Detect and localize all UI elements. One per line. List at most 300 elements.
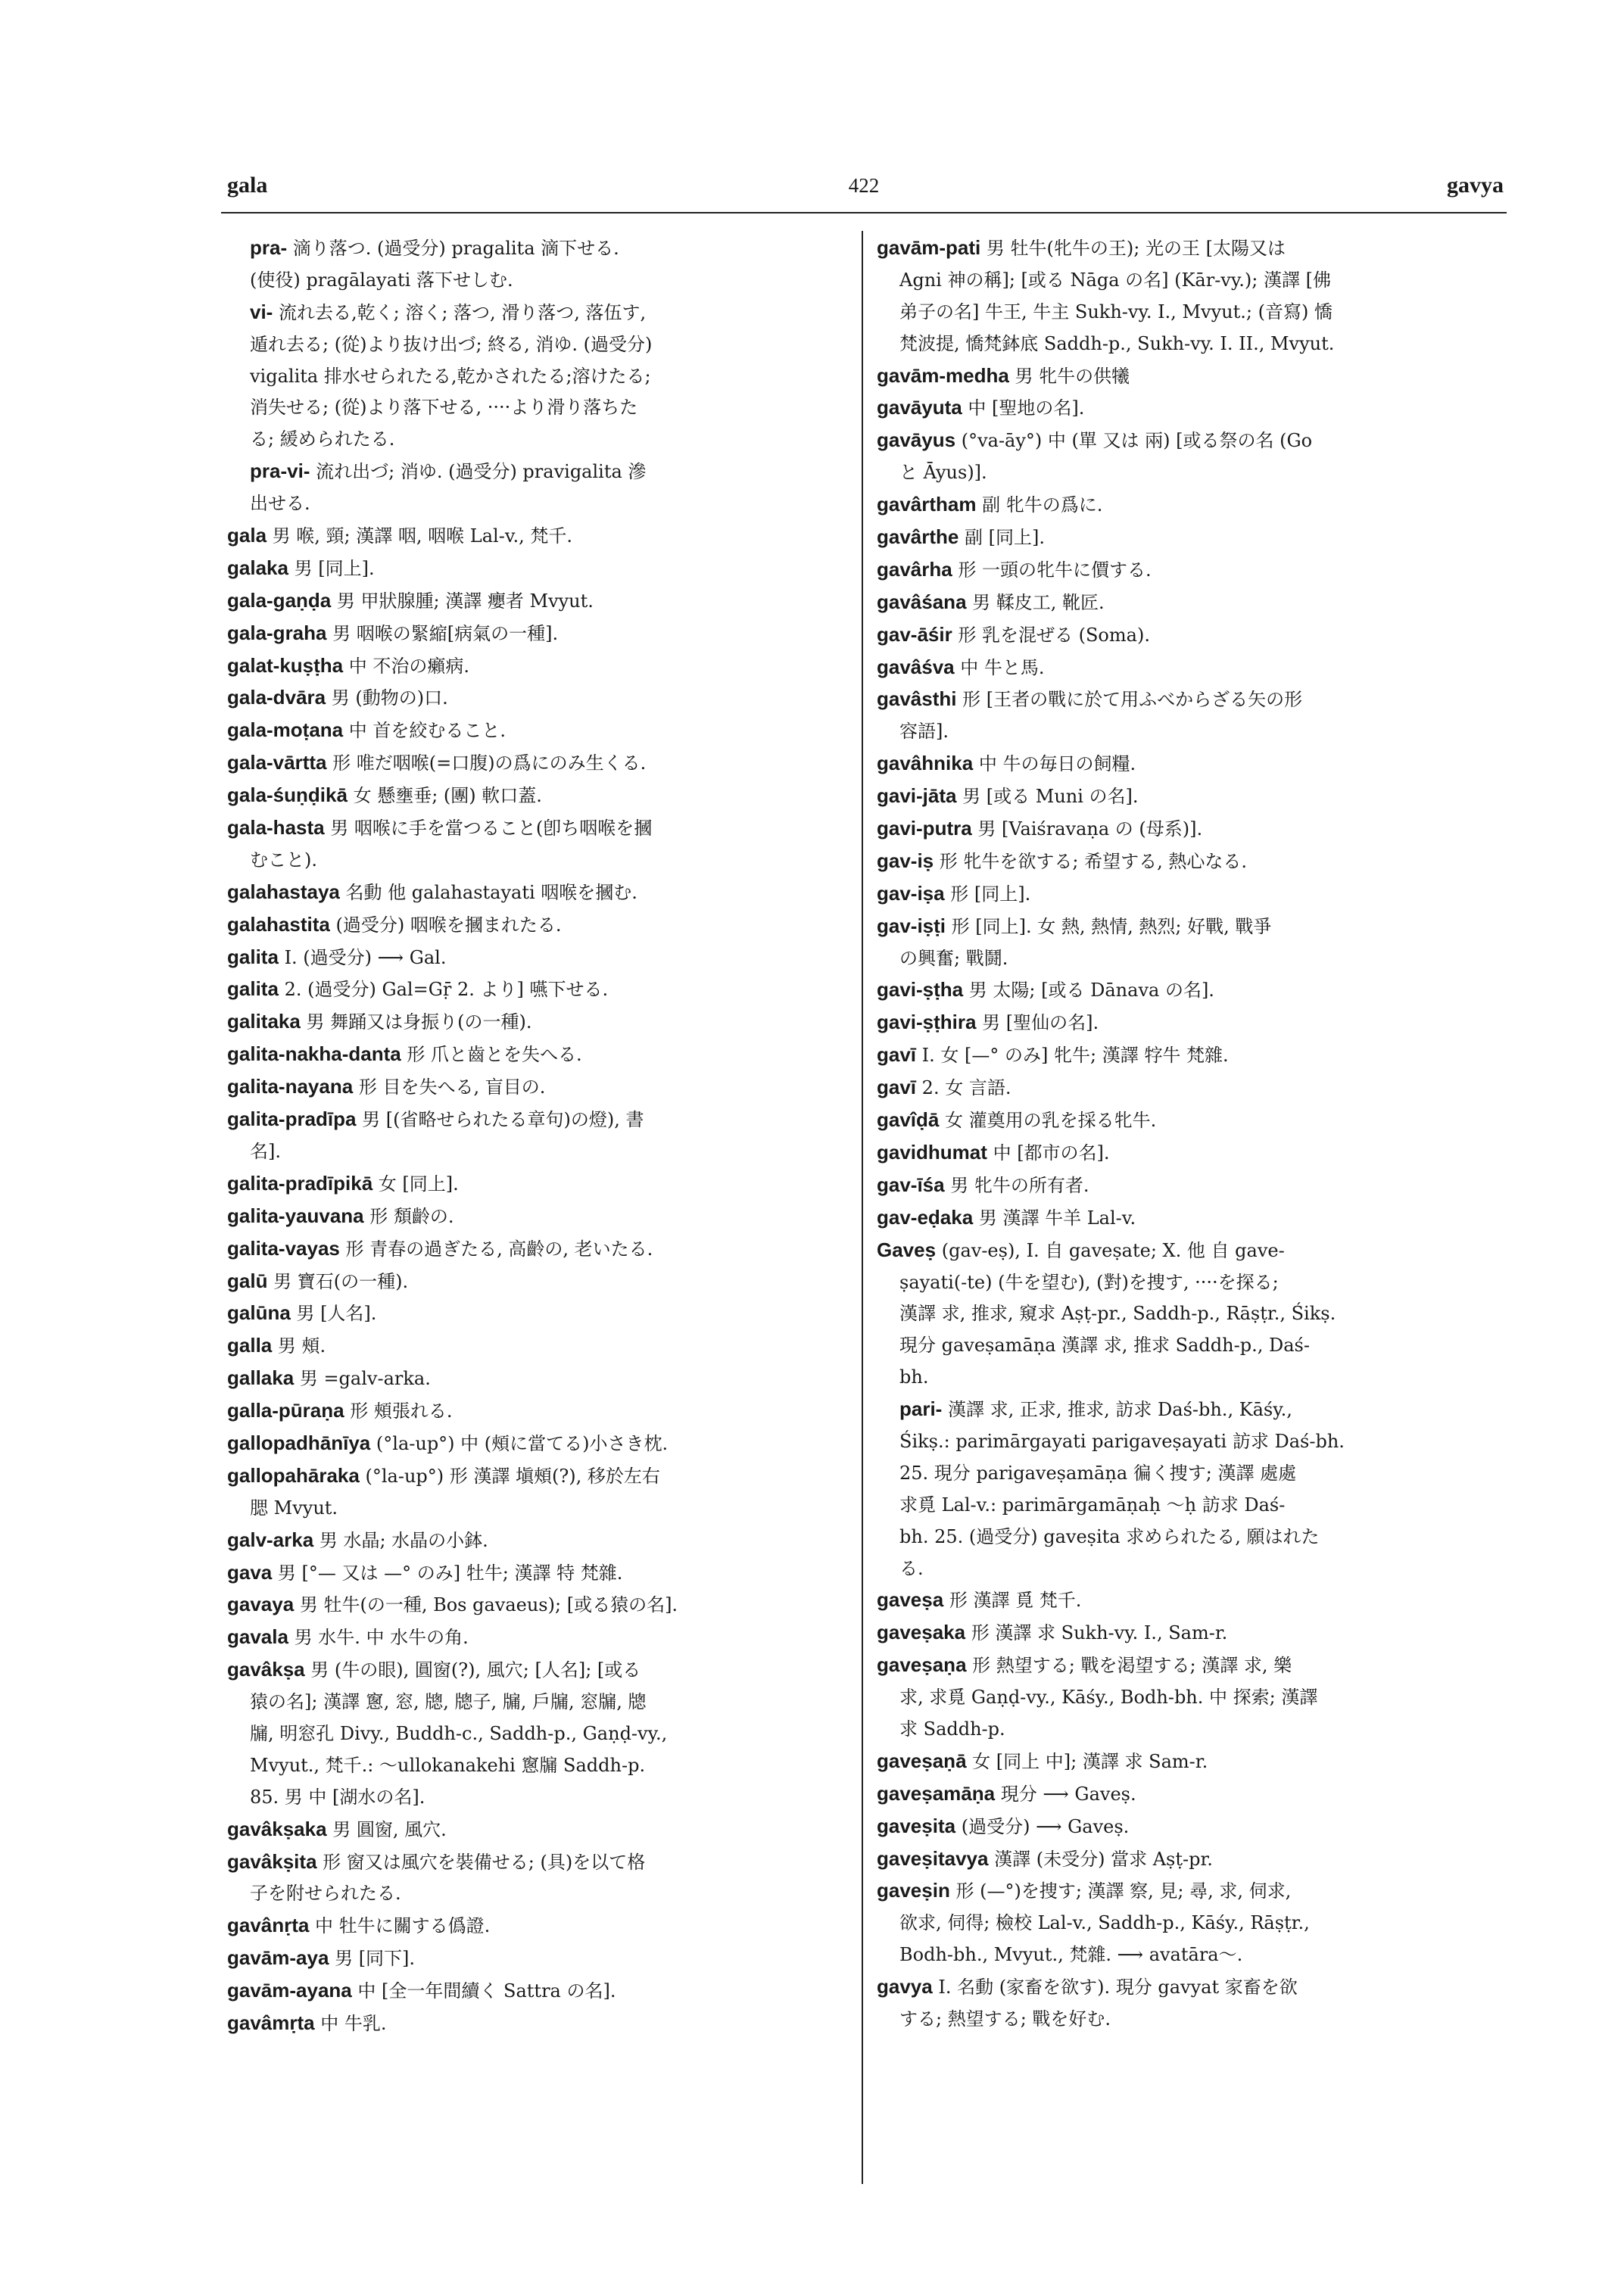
dictionary-entry-line — [877, 946, 1499, 973]
dictionary-entry-line — [227, 1235, 848, 1263]
dictionary-entry-line — [877, 394, 1499, 422]
dictionary-entry-line — [227, 267, 848, 294]
dictionary-entry-line — [877, 556, 1499, 584]
definition: 男 [或る Muni の名]. — [962, 786, 1139, 808]
headword: gavām-aya — [227, 1946, 329, 1970]
headword: gavâkṣita — [227, 1849, 317, 1873]
definition: 男 牝牛の供犧 — [1015, 365, 1130, 387]
definition: 漢譯 (未受分) 當求 Aṣṭ-pr. — [994, 1848, 1213, 1870]
headword: galla — [227, 1334, 273, 1357]
definition: 中 [聖地の名]. — [968, 397, 1085, 419]
header-right-guideword: gavya — [1447, 173, 1504, 198]
dictionary-entry-line — [877, 718, 1499, 746]
page-number: 422 — [848, 174, 880, 197]
dictionary-entry-line — [877, 1332, 1499, 1360]
dictionary-entry-line — [877, 1204, 1499, 1232]
definition: vigalita 排水せられたる,乾かされたる;溶けたる; — [250, 365, 651, 387]
definition: 男 [聖仙の名]. — [982, 1012, 1099, 1034]
headword: gav-eḍaka — [877, 1205, 974, 1229]
right-entry-list — [877, 235, 1499, 2033]
definition: 男 [人名]. — [296, 1303, 377, 1325]
definition: 欲求, 伺得; 檢校 Lal-v., Saddh-p., Kāśy., Rāṣṭr., — [899, 1912, 1310, 1934]
dictionary-entry-line — [877, 1846, 1499, 1874]
definition: 形 一頭の牝牛に價する. — [958, 559, 1152, 581]
definition: の興奮; 戰鬪. — [899, 947, 1008, 969]
dictionary-entry-line — [877, 363, 1499, 391]
headword: gava — [227, 1560, 273, 1584]
definition: 男 水牛. 中 水牛の角. — [294, 1627, 469, 1649]
definition: 25. 現分 parigaveṣamāṇa 徧く捜す; 漢譯 處處 — [899, 1462, 1297, 1484]
dictionary-entry-line — [877, 267, 1499, 294]
definition: 男 (牛の眼), 圓窗(?), 風穴; [人名]; [或る — [310, 1659, 641, 1681]
dictionary-entry-line — [877, 1974, 1499, 2002]
dictionary-entry-line — [227, 2010, 848, 2038]
definition: (過受分) 咽喉を摑まれたる. — [335, 914, 562, 936]
dictionary-entry-line — [877, 1237, 1499, 1265]
headword: gala-gaṇḍa — [227, 588, 332, 612]
definition: (過受分) ⟶ Gaveṣ. — [961, 1815, 1130, 1837]
dictionary-entry-line — [877, 1684, 1499, 1712]
definition: (°la-up°) 中 (頰に當てる)小さき枕. — [376, 1432, 669, 1454]
definition: 名]. — [250, 1140, 281, 1162]
headword: gallaka — [227, 1366, 295, 1390]
dictionary-entry-line — [227, 1977, 848, 2005]
dictionary-entry-line — [227, 1752, 848, 1780]
definition: と Āyus)]. — [899, 462, 987, 484]
definition: I. (過受分) ⟶ Gal. — [284, 946, 447, 968]
dictionary-entry-line — [227, 332, 848, 359]
definition: 弟子の名] 牛王, 牛主 Sukh-vy. I., Mvyut.; (音寫) 憍 — [899, 301, 1333, 322]
headword: gavala — [227, 1625, 288, 1649]
dictionary-entry-line — [227, 782, 848, 810]
headword: gaveṣamāṇa — [877, 1781, 996, 1805]
definition: 男 牝牛の所有者. — [950, 1174, 1089, 1196]
definition: 流れ出づ; 消ゆ. (過受分) pravigalita 滲 — [316, 461, 647, 483]
definition: 形 漢譯 覓 梵千. — [949, 1590, 1082, 1612]
definition: Śikṣ.: parimārgayati parigaveṣayati 訪求 Daś-bh. — [899, 1430, 1345, 1452]
headword: galita-vayas — [227, 1236, 340, 1260]
definition: 流れ去る,乾く; 溶く; 落つ, 滑り落つ, 落伍す, — [278, 301, 647, 323]
headword: gavām-pati — [877, 236, 981, 259]
definition: 形 目を失へる, 盲目の. — [358, 1076, 546, 1098]
headword: gala-moṭana — [227, 718, 344, 742]
dictionary-entry-line — [227, 1624, 848, 1652]
dictionary-entry-line — [877, 1781, 1499, 1809]
dictionary-entry-line — [877, 815, 1499, 843]
headword: gala-vārtta — [227, 751, 327, 774]
headword: galaka — [227, 556, 288, 579]
dictionary-entry-line — [877, 1107, 1499, 1135]
definition: 遁れ去る; (從)より抜け出づ; 終る, 消ゆ. (過受分) — [250, 333, 653, 355]
dictionary-entry-line — [227, 1106, 848, 1134]
dictionary-entry-line — [227, 815, 848, 843]
dictionary-entry-line — [877, 1009, 1499, 1037]
dictionary-entry-line — [877, 1074, 1499, 1102]
dictionary-entry-line — [877, 654, 1499, 682]
definition: 女 灌奠用の乳を採る牝牛. — [945, 1110, 1157, 1132]
definition: 現分 gaveṣamāṇa 漢譯 求, 推求 Saddh-p., Daś- — [899, 1335, 1310, 1357]
dictionary-entry-line — [877, 2006, 1499, 2033]
definition: 形 漢譯 求 Sukh-vy. I., Sam-r. — [971, 1622, 1228, 1644]
definition: 形 熱望する; 戰を渇望する; 漢譯 求, 樂 — [972, 1655, 1292, 1677]
headword: gaveṣaṇā — [877, 1749, 967, 1772]
right-column — [877, 235, 1499, 2038]
headword: gaveṣin — [877, 1879, 950, 1902]
headword: gavâkṣaka — [227, 1817, 327, 1840]
definition: 男 圓窗, 風穴. — [332, 1818, 447, 1840]
headword: gavâmṛta — [227, 2011, 315, 2034]
definition: 男 [同下]. — [335, 1948, 416, 1970]
dictionary-entry-line — [227, 1880, 848, 1908]
headword: gavîḍā — [877, 1108, 940, 1132]
dictionary-entry-line — [227, 1332, 848, 1360]
header-rule — [221, 212, 1507, 213]
headword: gav-iṣa — [877, 881, 945, 905]
definition: 形 (—°)を捜す; 漢譯 察, 見; 尋, 求, 伺求, — [955, 1880, 1292, 1902]
definition: むこと). — [250, 849, 317, 871]
dictionary-entry-line — [227, 847, 848, 874]
dictionary-entry-line — [227, 653, 848, 681]
headword: gala-hasta — [227, 816, 325, 840]
headword: galita-nayana — [227, 1075, 354, 1098]
dictionary-entry-line — [227, 426, 848, 453]
definition: 中 牛乳. — [320, 2012, 387, 2034]
headword: galitaka — [227, 1010, 301, 1033]
dictionary-entry-line — [877, 1910, 1499, 1937]
definition: 2. 女 言語. — [921, 1077, 1011, 1099]
dictionary-entry-line — [227, 587, 848, 615]
headword: galūna — [227, 1301, 291, 1325]
headword: gavi-putra — [877, 817, 972, 840]
definition: 男 牡牛(の一種, Bos gavaeus); [或る猿の名]. — [299, 1594, 678, 1616]
headword: galat-kuṣṭha — [227, 653, 344, 677]
headword: galahastita — [227, 912, 330, 936]
definition: 女 [同上]. — [378, 1173, 459, 1195]
definition: (使役) pragālayati 落下せしむ. — [250, 269, 513, 291]
definition: 容語]. — [899, 721, 949, 743]
definition: 男 寶石(の一種). — [273, 1270, 409, 1292]
definition: 中 牡牛に關する僞證. — [315, 1915, 491, 1937]
definition: (gav-eṣ), I. 自 gaveṣate; X. 他 自 gave- — [941, 1239, 1285, 1261]
headword: gala-dvāra — [227, 686, 326, 709]
left-entry-list — [227, 235, 848, 2037]
dictionary-entry-line — [227, 1300, 848, 1328]
definition: 形 乳を混ぜる (Soma). — [958, 624, 1150, 646]
definition: 男 咽喉の緊縮[病氣の一種]. — [332, 622, 559, 644]
definition: 形 唯だ咽喉(=口腹)の爲にのみ生くる. — [332, 752, 647, 774]
headword: gaveṣitavya — [877, 1846, 989, 1870]
dictionary-entry-line — [877, 1942, 1499, 1969]
headword: gavâśva — [877, 655, 955, 678]
dictionary-entry-line — [877, 783, 1499, 811]
definition: る. — [899, 1557, 924, 1579]
dictionary-entry-line — [227, 491, 848, 518]
headword: gavām-ayana — [227, 1979, 352, 2002]
dictionary-entry-line — [877, 750, 1499, 778]
dictionary-entry-line — [227, 1495, 848, 1522]
dictionary-entry-line — [227, 1203, 848, 1231]
headword: gavâsthi — [877, 687, 957, 711]
headword: gavī — [877, 1076, 917, 1099]
dictionary-entry-line — [227, 1912, 848, 1940]
definition: 形 牝牛を欲する; 希望する, 熱心なる. — [939, 850, 1248, 872]
headword: gallopahāraka — [227, 1463, 360, 1487]
definition: 男 [Vaiśravaṇa の (母系)]. — [977, 818, 1203, 840]
headword: galita — [227, 945, 279, 968]
headword: gavāyus — [877, 428, 956, 452]
headword: gaveṣa — [877, 1588, 944, 1612]
definition: 漢譯 求, 推求, 窺求 Aṣṭ-pr., Saddh-p., Rāṣṭr., Śikṣ. — [899, 1303, 1336, 1325]
definition: 形 [王者の戰に於て用ふべからざる矢の形 — [962, 689, 1303, 711]
dictionary-entry-line — [877, 1652, 1499, 1680]
dictionary-entry-line — [877, 491, 1499, 519]
dictionary-entry-line — [877, 686, 1499, 714]
definition: 中 不治の癩病. — [348, 655, 470, 677]
definition: 中 [全一年間續く Sattra の名]. — [357, 1980, 616, 2002]
dictionary-entry-line — [227, 717, 848, 745]
definition: 中 牛と馬. — [960, 656, 1045, 678]
dictionary-entry-line — [877, 1270, 1499, 1297]
headword: galita-yauvana — [227, 1204, 364, 1227]
dictionary-entry-line — [877, 977, 1499, 1005]
dictionary-entry-line — [877, 1619, 1499, 1647]
left-column — [227, 235, 848, 2042]
definition: 求, 求覓 Gaṇḍ-vy., Kāśy., Bodh-bh. 中 探索; 漢譯 — [899, 1687, 1318, 1709]
definition: 現分 ⟶ Gaveṣ. — [1000, 1783, 1136, 1805]
definition: 男 喉, 頸; 漢譯 咽, 咽喉 Lal-v., 梵千. — [272, 525, 573, 547]
headword: gavaya — [227, 1593, 295, 1616]
dictionary-entry-line — [227, 1849, 848, 1877]
dictionary-entry-line — [877, 1460, 1499, 1488]
dictionary-entry-line — [877, 235, 1499, 263]
headword: Gaveṣ — [877, 1238, 937, 1261]
definition: Agni 神の稱]; [或る Nāga の名] (Kār-vy.); 漢譯 [佛 — [899, 269, 1331, 291]
dictionary-entry-line — [227, 944, 848, 972]
definition: 副 [同上]. — [965, 527, 1046, 549]
definition: る; 緩められたる. — [250, 428, 395, 450]
definition: 中 牛の毎日の飼糧. — [978, 753, 1136, 775]
dictionary-entry-line — [877, 589, 1499, 617]
dictionary-entry-line — [877, 1042, 1499, 1070]
dictionary-entry-line — [227, 1073, 848, 1101]
dictionary-entry-line — [227, 976, 848, 1004]
definition: 男 頰. — [277, 1335, 326, 1357]
dictionary-entry-line — [227, 1397, 848, 1425]
headword: gavârha — [877, 557, 952, 581]
headword: gavidhumat — [877, 1140, 987, 1164]
dictionary-entry-line — [877, 1813, 1499, 1841]
dictionary-entry-line — [227, 1268, 848, 1296]
dictionary-entry-line — [877, 848, 1499, 876]
dictionary-entry-line — [877, 1587, 1499, 1615]
dictionary-entry-line — [227, 1591, 848, 1619]
definition: 子を附せられたる. — [250, 1883, 401, 1905]
dictionary-entry-line — [877, 299, 1499, 326]
definition: 消失せる; (從)より落下せる, ····より滑り落ちた — [250, 397, 638, 419]
headword: galū — [227, 1269, 268, 1292]
headword: galahastaya — [227, 880, 340, 903]
definition: 男 咽喉に手を當つること(卽ち咽喉を摑 — [330, 818, 653, 840]
definition: 牖, 明窓孔 Divy., Buddh-c., Saddh-p., Gaṇḍ-vy., — [250, 1722, 668, 1744]
headword: galita — [227, 977, 279, 1001]
dictionary-entry-line — [877, 1301, 1499, 1328]
definition: 形 [同上]. — [950, 883, 1031, 905]
page-header — [221, 173, 1507, 206]
definition: 出せる. — [250, 493, 310, 515]
definition: 形 [同上]. 女 熱, 熱情, 熱烈; 好戰, 戰爭 — [951, 915, 1272, 937]
headword: gaveṣaka — [877, 1621, 966, 1644]
definition: 中 [都市の名]. — [993, 1142, 1110, 1164]
headword: pra- — [250, 236, 288, 259]
dictionary-entry-line — [227, 458, 848, 486]
definition: 男 漢譯 牛羊 Lal-v. — [978, 1207, 1136, 1229]
definition: 滴り落つ. (過受分) pragalita 滴下せる. — [292, 238, 619, 259]
definition: Bodh-bh., Mvyut., 梵雜. ⟶ avatāra～. — [899, 1944, 1243, 1966]
definition: 男 舞踊又は身振り(の一種). — [306, 1011, 532, 1033]
headword: galita-pradīpikā — [227, 1171, 373, 1195]
headword: gavânṛta — [227, 1914, 310, 1937]
definition: 男 太陽; [或る Dānava の名]. — [968, 980, 1214, 1002]
definition: 女 懸壅垂; (團) 軟口蓋. — [353, 785, 542, 807]
headword: gav-āśir — [877, 622, 952, 646]
definition: 男 水晶; 水晶の小鉢. — [319, 1529, 488, 1551]
dictionary-entry-line — [877, 1428, 1499, 1456]
headword: gaveṣita — [877, 1814, 956, 1837]
definition: 形 青春の過ぎたる, 高齡の, 老いたる. — [345, 1238, 653, 1260]
dictionary-entry-line — [877, 1396, 1499, 1424]
definition: 形 頽齡の. — [369, 1205, 454, 1227]
definition: 85. 男 中 [湖水の名]. — [250, 1786, 425, 1808]
definition: 求 Saddh-p. — [899, 1718, 1005, 1740]
headword: gav-iṣ — [877, 849, 934, 872]
definition: 男 =galv-arka. — [299, 1368, 431, 1390]
dictionary-entry-line — [877, 1716, 1499, 1743]
headword: pari- — [899, 1397, 943, 1421]
dictionary-entry-line — [227, 1041, 848, 1069]
dictionary-entry-line — [227, 684, 848, 712]
definition: 男 甲狀腺腫; 漢譯 癭者 Mvyut. — [336, 590, 594, 612]
dictionary-entry-line — [227, 363, 848, 391]
definition: 腮 Mvyut. — [250, 1497, 338, 1519]
headword: gav-īśa — [877, 1173, 945, 1196]
headword: gavi-ṣṭhira — [877, 1011, 977, 1034]
headword: gavām-medha — [877, 363, 1009, 387]
definition: bh. — [899, 1366, 929, 1388]
headword: gavī — [877, 1043, 917, 1067]
definition: ṣayati(-te) (牛を望む), (對)を捜す, ····を探る; — [899, 1271, 1279, 1293]
definition: (°la-up°) 形 漢譯 塡頰(?), 移於左右 — [365, 1465, 660, 1487]
definition: Mvyut., 梵千.: ～ullokanakehi 窻牖 Saddh-p. — [250, 1754, 646, 1776]
dictionary-entry-line — [877, 622, 1499, 650]
definition: 2. (過受分) Gal=Gṝ 2. より] 嚥下せる. — [284, 979, 609, 1001]
definition: I. 名動 (家畜を欲す). 現分 gavyat 家畜を欲 — [938, 1977, 1298, 1999]
headword: gavâkṣa — [227, 1658, 305, 1681]
headword: pra-vi- — [250, 460, 310, 483]
headword: gala — [227, 524, 267, 547]
headword: gavârthe — [877, 525, 959, 549]
headword: gala-graha — [227, 621, 327, 644]
dictionary-entry-line — [227, 522, 848, 550]
dictionary-entry-line — [227, 1945, 848, 1973]
dictionary-entry-line — [227, 235, 848, 263]
definition: 副 牝牛の爲に. — [982, 494, 1103, 516]
dictionary-entry-line — [227, 1463, 848, 1491]
headword: gavâśana — [877, 590, 967, 613]
dictionary-entry-line — [877, 1524, 1499, 1551]
dictionary-entry-line — [227, 879, 848, 907]
headword: gav-iṣṭi — [877, 914, 946, 937]
dictionary-entry-line — [877, 1139, 1499, 1167]
headword: gavi-jāta — [877, 784, 957, 808]
dictionary-entry-line — [227, 1170, 848, 1198]
column-divider — [862, 231, 863, 2184]
dictionary-entry-line — [227, 1721, 848, 1748]
dictionary-entry-line — [227, 620, 848, 648]
dictionary-entry-line — [227, 1430, 848, 1458]
definition: 女 [同上 中]; 漢譯 求 Sam-r. — [972, 1750, 1208, 1772]
dictionary-entry-line — [877, 460, 1499, 487]
dictionary-entry-line — [227, 555, 848, 583]
definition: 男 [同上]. — [294, 557, 375, 579]
headword: gavāyuta — [877, 396, 962, 419]
dictionary-entry-line — [877, 1877, 1499, 1905]
headword: gallopadhānīya — [227, 1431, 371, 1454]
headword: galita-pradīpa — [227, 1108, 357, 1131]
dictionary-entry-line — [227, 1008, 848, 1036]
definition: 形 頰張れる. — [350, 1400, 453, 1422]
dictionary-entry-line — [877, 427, 1499, 455]
definition: 男 牡牛(牝牛の王); 光の王 [太陽又は — [986, 238, 1286, 259]
dictionary-entry-line — [227, 1784, 848, 1812]
dictionary-entry-line — [227, 1365, 848, 1393]
definition: (°va-āy°) 中 (單 又は 兩) [或る祭の名 (Go — [961, 430, 1313, 452]
definition: I. 女 [—° のみ] 牝牛; 漢譯 牸牛 梵雜. — [921, 1045, 1229, 1067]
definition: 男 [(省略せられたる章句)の燈), 書 — [362, 1109, 644, 1131]
dictionary-entry-line — [227, 1527, 848, 1555]
headword: gavi-ṣṭha — [877, 978, 964, 1002]
header-left-guideword: gala — [227, 173, 268, 198]
dictionary-entry-line — [877, 1748, 1499, 1776]
dictionary-entry-line — [877, 1172, 1499, 1200]
definition: 漢譯 求, 正求, 推求, 訪求 Daś-bh., Kāśy., — [947, 1399, 1292, 1421]
definition: 求覓 Lal-v.: parimārgamāṇaḥ ～ḥ 訪求 Daś- — [899, 1494, 1286, 1516]
definition: 形 爪と齒とを失へる. — [407, 1044, 582, 1066]
dictionary-entry-line — [227, 394, 848, 422]
definition: bh. 25. (過受分) gaveṣita 求められたる, 願はれた — [899, 1525, 1320, 1547]
headword: gaveṣaṇa — [877, 1653, 967, 1677]
definition: 名動 他 galahastayati 咽喉を摑む. — [345, 881, 637, 903]
headword: gavâhnika — [877, 752, 974, 775]
dictionary-entry-line — [227, 299, 848, 327]
headword: gala-śuṇḍikā — [227, 784, 348, 807]
dictionary-entry-line — [227, 1816, 848, 1844]
dictionary-entry-line — [227, 1559, 848, 1587]
dictionary-entry-line — [227, 749, 848, 777]
definition: 梵波提, 憍梵鉢底 Saddh-p., Sukh-vy. I. II., Mvyut. — [899, 332, 1335, 354]
headword: galv-arka — [227, 1528, 314, 1551]
dictionary-entry-line — [877, 331, 1499, 358]
dictionary-entry-line — [227, 1689, 848, 1716]
dictionary-entry-line — [877, 524, 1499, 552]
dictionary-entry-line — [227, 1139, 848, 1166]
dictionary-entry-line — [877, 1364, 1499, 1391]
definition: 猿の名]; 漢譯 窻, 窓, 牕, 牕子, 牖, 戶牖, 窓牖, 牕 — [250, 1691, 647, 1713]
dictionary-entry-line — [877, 913, 1499, 941]
headword: galla-pūraṇa — [227, 1399, 344, 1422]
dictionary-entry-line — [877, 1556, 1499, 1583]
dictionary-entry-line — [227, 911, 848, 939]
dictionary-entry-line — [877, 880, 1499, 908]
